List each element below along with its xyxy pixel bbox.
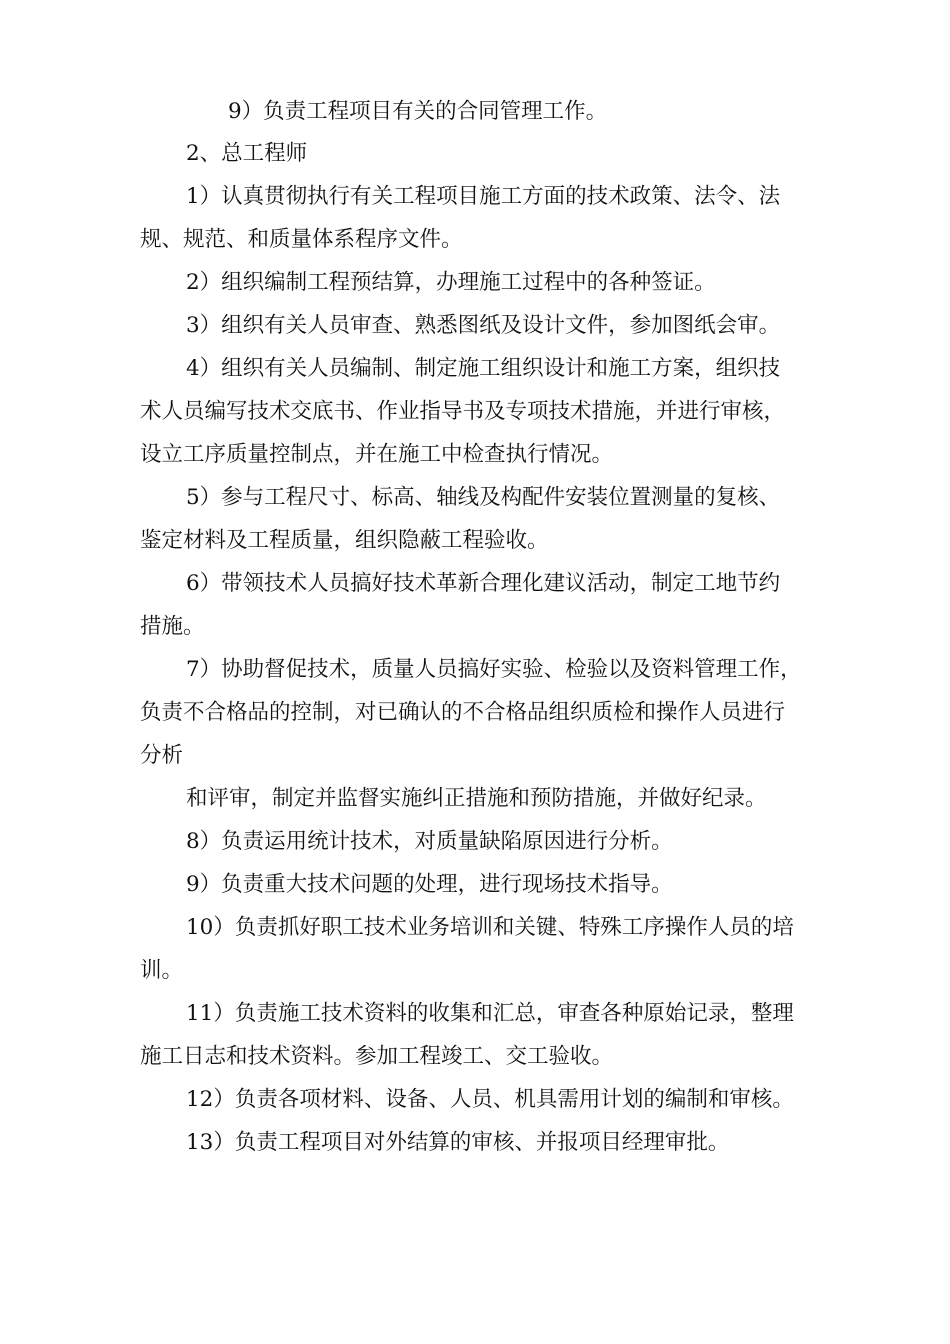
- text-line-item-1: 1）认真贯彻执行有关工程项目施工方面的技术政策、法令、法: [186, 184, 781, 209]
- text-line-item-4: 4）组织有关人员编制、制定施工组织设计和施工方案，组织技: [186, 356, 781, 381]
- text-line-item-10: 10）负责抓好职工技术业务培训和关键、特殊工序操作人员的培: [186, 915, 794, 940]
- text-line-item-3: 3）组织有关人员审查、熟悉图纸及设计文件，参加图纸会审。: [186, 313, 781, 338]
- text-line-item-12: 12）负责各项材料、设备、人员、机具需用计划的编制和审核。: [186, 1087, 794, 1112]
- text-line-item-2: 2）组织编制工程预结算，办理施工过程中的各种签证。: [186, 270, 716, 295]
- text-line-item-10-cont: 训。: [140, 958, 184, 983]
- text-line-item-1-cont: 规、规范、和质量体系程序文件。: [140, 227, 463, 252]
- section-heading-chief-engineer: 2、总工程师: [186, 141, 308, 166]
- text-line-item-13: 13）负责工程项目对外结算的审核、并报项目经理审批。: [186, 1130, 730, 1155]
- text-line-item-11-cont: 施工日志和技术资料。参加工程竣工、交工验收。: [140, 1044, 614, 1069]
- text-line-item-6: 6）带领技术人员搞好技术革新合理化建议活动，制定工地节约: [186, 571, 781, 596]
- text-line-item-9-contract: 9）负责工程项目有关的合同管理工作。: [228, 99, 608, 124]
- text-line-item-7-cont: 分析: [140, 743, 184, 768]
- text-line-item-9: 9）负责重大技术问题的处理，进行现场技术指导。: [186, 872, 673, 897]
- text-line-item-5: 5）参与工程尺寸、标高、轴线及构配件安装位置测量的复核、: [186, 485, 781, 510]
- text-line-item-7-cont: 和评审，制定并监督实施纠正措施和预防措施，并做好纪录。: [186, 786, 767, 811]
- text-line-item-7: 7）协助督促技术，质量人员搞好实验、检验以及资料管理工作，: [186, 657, 802, 682]
- text-line-item-4-cont: 术人员编写技术交底书、作业指导书及专项技术措施，并进行审核，: [140, 399, 786, 424]
- text-line-item-5-cont: 鉴定材料及工程质量，组织隐蔽工程验收。: [140, 528, 549, 553]
- text-line-item-4-cont: 设立工序质量控制点，并在施工中检查执行情况。: [140, 442, 614, 467]
- text-line-item-11: 11）负责施工技术资料的收集和汇总，审查各种原始记录，整理: [186, 1001, 794, 1026]
- text-line-item-6-cont: 措施。: [140, 614, 205, 639]
- text-line-item-7-cont: 负责不合格品的控制，对已确认的不合格品组织质检和操作人员进行: [140, 700, 786, 725]
- text-line-item-8: 8）负责运用统计技术，对质量缺陷原因进行分析。: [186, 829, 673, 854]
